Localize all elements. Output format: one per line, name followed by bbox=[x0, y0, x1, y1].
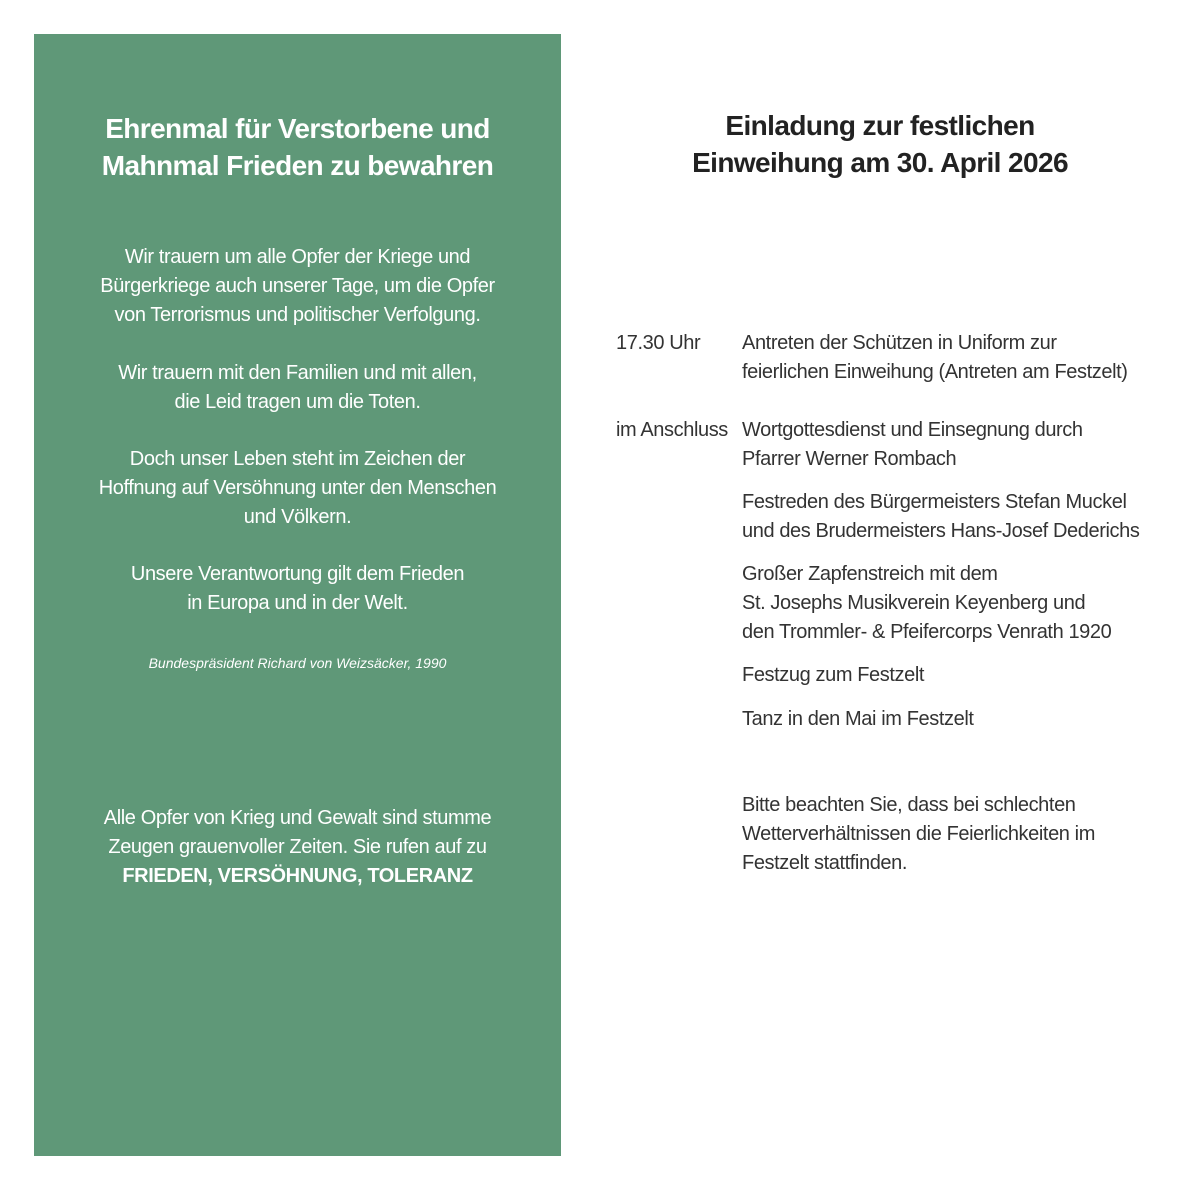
note-line: Wetterverhältnissen die Feierlichkeiten im bbox=[742, 823, 1095, 845]
memorial-title-line-2: Mahnmal Frieden zu bewahren bbox=[101, 150, 494, 181]
schedule-line: Festzug zum Festzelt bbox=[742, 664, 925, 686]
schedule-line: Wortgottesdienst und Einsegnung durch bbox=[742, 419, 1083, 441]
schedule-line: Antreten der Schützen in Uniform zur bbox=[742, 332, 1057, 354]
paragraph-line: und Völkern. bbox=[243, 506, 352, 528]
schedule-line: Tanz in den Mai im Festzelt bbox=[742, 708, 974, 730]
paragraph-line: Doch unser Leben steht im Zeichen der bbox=[129, 448, 466, 470]
memorial-title-line-1: Ehrenmal für Verstorbene und bbox=[105, 113, 490, 144]
schedule-item-6 bbox=[742, 705, 1162, 734]
schedule-line: St. Josephs Musikverein Keyenberg und bbox=[742, 592, 1086, 614]
schedule-line: Großer Zapfenstreich mit dem bbox=[742, 563, 998, 585]
memorial-paragraph-4 bbox=[74, 560, 521, 618]
paragraph-line: die Leid tragen um die Toten. bbox=[174, 391, 421, 413]
memorial-paragraph-2 bbox=[74, 359, 521, 417]
paragraph-line: in Europa und in der Welt. bbox=[187, 592, 408, 614]
schedule-item-1 bbox=[742, 329, 1162, 387]
invitation-title-line-1: Einladung zur festlichen bbox=[725, 110, 1035, 141]
schedule-item-3 bbox=[742, 488, 1162, 546]
schedule-line: und des Brudermeisters Hans-Josef Dederichs bbox=[742, 520, 1140, 542]
paragraph-line: Alle Opfer von Krieg und Gewalt sind stumme bbox=[103, 807, 492, 829]
schedule-item-5 bbox=[742, 661, 1162, 690]
schedule-line: Pfarrer Werner Rombach bbox=[742, 448, 957, 470]
schedule-line: Festreden des Bürgermeisters Stefan Muckel bbox=[742, 491, 1127, 513]
schedule-item-4 bbox=[742, 560, 1162, 647]
note-line: Festzelt stattfinden. bbox=[742, 852, 908, 874]
schedule-line: den Trommler- & Pfeifercorps Venrath 1920 bbox=[742, 621, 1112, 643]
paragraph-line: Bürgerkriege auch unserer Tage, um die Opfer bbox=[100, 275, 495, 297]
invitation-title-line-2: Einweihung am 30. April 2026 bbox=[692, 147, 1068, 178]
paragraph-line: Hoffnung auf Versöhnung unter den Menschen bbox=[98, 477, 497, 499]
quote-attribution: Bundespräsident Richard von Weizsäcker, 1990 bbox=[148, 655, 447, 671]
memorial-panel bbox=[34, 34, 561, 1156]
memorial-paragraph-3 bbox=[74, 445, 521, 532]
paragraph-line: Wir trauern um alle Opfer der Kriege und bbox=[124, 246, 471, 268]
memorial-paragraph-1 bbox=[74, 243, 521, 330]
note-line: Bitte beachten Sie, dass bei schlechten bbox=[742, 794, 1076, 816]
schedule-time-1: 17.30 Uhr bbox=[616, 332, 701, 354]
schedule-item-2 bbox=[742, 416, 1162, 474]
paragraph-line: Wir trauern mit den Familien und mit allen, bbox=[118, 362, 477, 384]
weather-note bbox=[742, 791, 1162, 878]
paragraph-line: Zeugen grauenvoller Zeiten. Sie rufen auf zu bbox=[108, 836, 487, 858]
paragraph-line: von Terrorismus und politischer Verfolgung. bbox=[114, 304, 481, 326]
closing-bold-line: FRIEDEN, VERSÖHNUNG, TOLERANZ bbox=[122, 865, 473, 887]
invitation-title bbox=[590, 107, 1170, 181]
paragraph-line: Unsere Verantwortung gilt dem Frieden bbox=[130, 563, 465, 585]
schedule-time-2: im Anschluss bbox=[616, 419, 728, 441]
memorial-title bbox=[34, 110, 561, 184]
schedule-line: feierlichen Einweihung (Antreten am Festzelt) bbox=[742, 361, 1128, 383]
memorial-closing bbox=[74, 804, 521, 891]
